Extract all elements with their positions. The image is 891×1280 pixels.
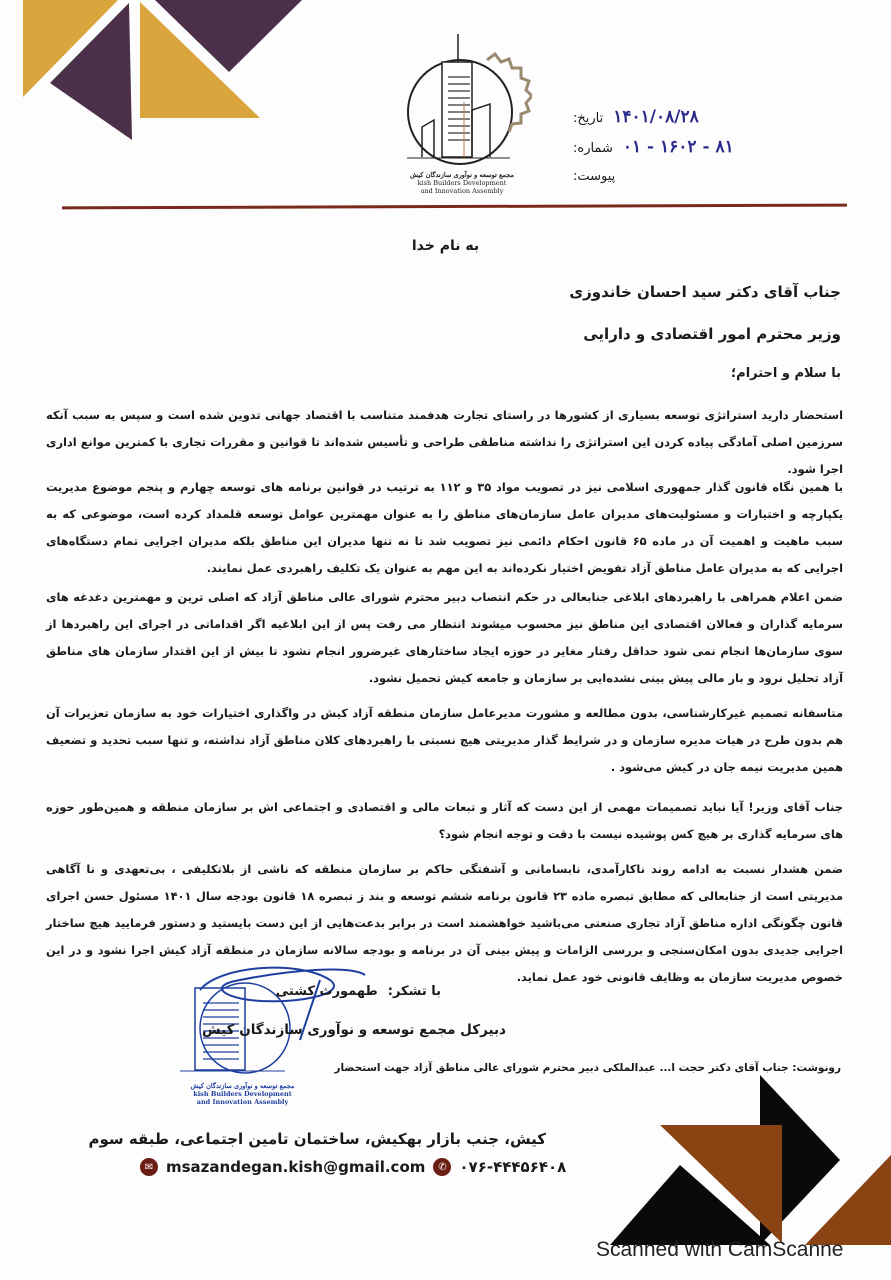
attachment-label: پیوست: xyxy=(573,169,616,184)
stamp-caption-en-2: and Innovation Assembly xyxy=(196,1098,289,1106)
paragraph-6: ضمن هشدار نسبت به ادامه روند ناکارآمدی، نابسامانی و آشفتگی حاکم بر سازمان منطقه که ناشی از بلاتکلیفی ، بی‌تعهدی و نا آگاهی مدیریتی است از جنابعالی که مطابق تبصره ماده ۲۳ قانون برنامه ششم توسعه و بند ز تبصره ۱۸ قانون بودجه سال ۱۴۰۱ مسئول حسن اجرای قانون چگونگی اداره مناطق آزاد تجاری صنعتی می‌باشید خواهشمند است در برابر بدعت‌هایی از این دست بایستید و دستور فرمایید هیچ ساختار اجرایی جدیدی بدون امکان‌سنجی و بررسی الزامات و پیش بینی آن در برنامه و بودجه سالانه سازمان در منطقه آزاد کیش اجرا نشود و در این خصوص مدیریت سازمان به وظایف قانونی خود عمل نماید. xyxy=(46,862,843,984)
organization-logo xyxy=(392,32,532,197)
top-left-decoration xyxy=(0,0,310,140)
paragraph-3: ضمن اعلام همراهی با راهبردهای ابلاغی جنابعالی در حکم انتصاب دبیر محترم شورای عالی مناطق آزاد که اصلی ترین و مهمترین دغدغه های سرمایه گذاران و فعالان اقتصادی این مناطق نیز محسوب میشوند انتظار می رفت پس از این ابلاغیه اگر اقداماتی در اجرای این راهبردها از سوی سازمان‌ها انجام نمی شود حداقل رفتار مغایر در حوزه ایجاد ساختارهای غیرضرور انجام نشود تا بیش از این اقتدار سازمان های مناطق آزاد تحلیل نرود و بار مالی پیش بینی نشده‌ایی بر سازمان و جامعه کیش تحمیل نشود. xyxy=(46,590,843,685)
paragraph-5: جناب آقای وزیر! آیا نباید تصمیمات مهمی از این دست که آثار و تبعات مالی و اقتصادی و اجتماعی اش بر سازمان منطقه و همین‌طور حوزه های سرمایه گذاری بر هیچ کس پوشیده نیست با دقت و توجه انجام شود؟ xyxy=(46,800,843,841)
greeting: با سلام و احترام؛ xyxy=(730,366,841,381)
recipient-name: جناب آقای دکتر سید احسان خاندوزی xyxy=(569,283,841,301)
footer-email[interactable]: msazandegan.kish@gmail.com xyxy=(166,1158,426,1176)
number-row xyxy=(573,133,833,163)
camscanner-watermark: Scanned with CamScanne xyxy=(596,1238,844,1261)
attachment-row xyxy=(573,163,833,191)
footer-address: کیش، جنب بازار بهکیش، ساختمان تامین اجتماعی، طبقه سوم xyxy=(88,1130,546,1148)
signer-title: دبیرکل مجمع توسعه و نوآوری سازندگان کیش xyxy=(202,1022,506,1038)
bottom-right-decoration xyxy=(600,1075,891,1245)
logo-caption-fa: مجمع توسعه و نوآوری سازندگان کیش xyxy=(410,171,514,179)
paragraph-4: متاسفانه تصمیم غیرکارشناسی، بدون مطالعه و مشورت مدیرعامل سازمان منطقه آزاد کیش در واگذاری اختیارات خود به سازمان تعزیرات آن هم بدون طرح در هیات مدیره سازمان و در شرایط گذار مدیریتی هیچ نسبتی با راهبردهای کلان مناطق آزاد نداشته، و تنها سبب تحدید و تضعیف همین مدیریت نیمه جان در کیش می‌شود . xyxy=(46,706,843,774)
bismillah-heading: به نام خدا xyxy=(411,238,480,254)
phone-icon: ✆ xyxy=(433,1158,451,1176)
building-gear-icon xyxy=(392,32,532,167)
date-value: ۱۴۰۱/۰۸/۲۸ xyxy=(613,107,699,127)
logo-caption-en-2: and Innovation Assembly xyxy=(420,187,504,195)
stamp-caption-en-1: kish Builders Development xyxy=(193,1090,292,1098)
recipient-title: وزیر محترم امور اقتصادی و دارایی xyxy=(583,325,841,343)
header-divider xyxy=(62,204,847,210)
footer-contact xyxy=(140,1158,566,1176)
number-label: شماره: xyxy=(573,141,613,156)
paragraph-1: استحضار دارید استراتژی توسعه بسیاری از کشورها در راستای تجارت هدفمند متناسب با اقتصاد جهانی تدوین شده است و سپس به سبب آنکه سرزمین اصلی آمادگی پیاده کردن این استراتژی را نداشته مناطقی طراحی و تأسیس شده‌اند تا قوانین و مقررات تجاری با کمترین موانع اداری اجرا شود. xyxy=(46,408,843,476)
logo-caption-en-1: kish Builders Development xyxy=(417,179,507,187)
signer-name: طهمورث کشتی xyxy=(275,984,378,999)
letter-meta xyxy=(573,103,833,191)
stamp-caption-fa: مجمع توسعه و نوآوری سازندگان کیش xyxy=(190,1082,295,1090)
number-value: ۸۱ - ۱۶۰۲ - ۰۱ xyxy=(622,137,734,157)
closing-label: با تشکر: xyxy=(387,984,441,999)
footer-phone: ۰۷۶-۴۴۴۵۶۴۰۸ xyxy=(459,1158,567,1176)
mail-icon: ✉ xyxy=(140,1158,158,1176)
date-label: تاریخ: xyxy=(573,111,604,126)
date-row xyxy=(573,103,833,133)
closing-line xyxy=(276,984,441,999)
cc-line: رونوشت: جناب آقای دکتر حجت ا... عبدالملکی دبیر محترم شورای عالی مناطق آزاد جهت استحضار xyxy=(334,1062,841,1074)
paragraph-2: با همین نگاه قانون گذار جمهوری اسلامی نیز در تصویب مواد ۳۵ و ۱۱۲ به ترتیب در قوانین برنامه های توسعه چهارم و پنجم موضوع مدیریت یکپارچه و اختیارات و مسئولیت‌های مدیران عامل سازمان‌های مناطق را به عنوان مهمترین عوامل توسعه قلمداد کرده است، موضوعی که به سبب ماهیت و اهمیت آن در ماده ۶۵ قانون احکام دائمی نیز تصویب شد تا نه تنها مدیران این مناطق بلکه مدیران اجرایی تمام دستگاه‌های اجرایی که به مدیران عامل مناطق آزاد تفویض اختیار نکرده‌اند به این مهم به عنوان یک تکلیف راهبردی عمل نمایند. xyxy=(46,480,843,575)
